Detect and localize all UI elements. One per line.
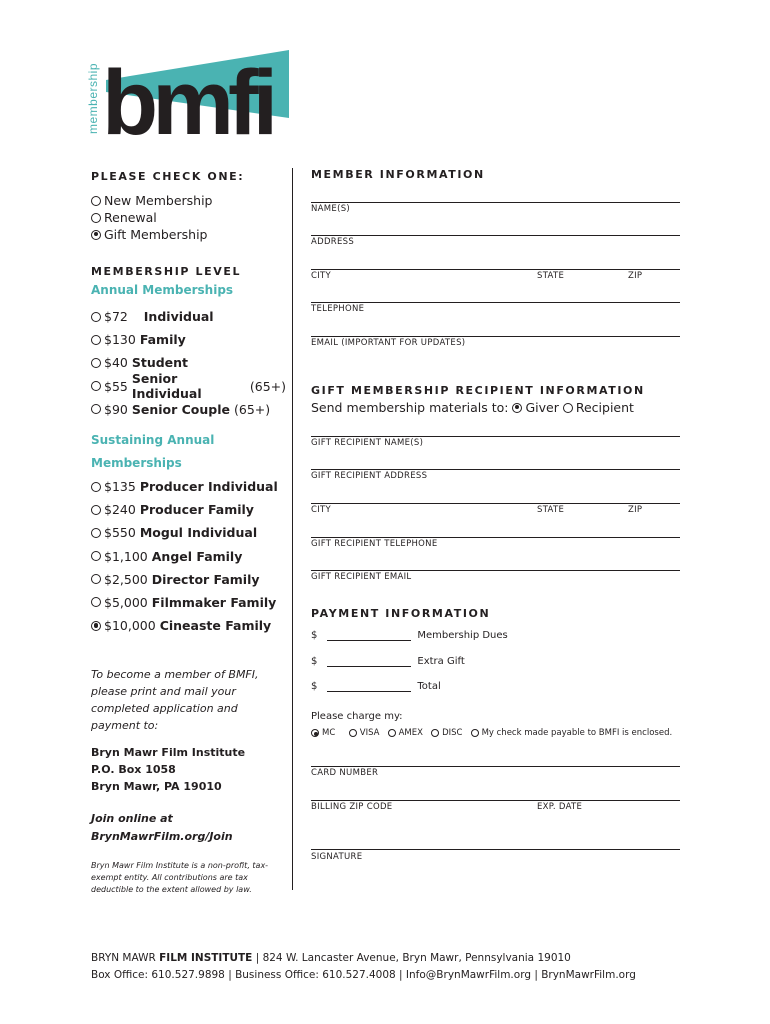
names-field[interactable]	[311, 170, 680, 214]
field-label: GIFT RECIPIENT EMAIL	[311, 572, 412, 582]
radio-level[interactable]	[91, 482, 101, 492]
currency-symbol: $	[311, 681, 318, 692]
level-price: $5,000	[104, 594, 148, 610]
mail-instructions-line: To become a member of BMFI,	[91, 668, 259, 682]
footer-address-line	[91, 950, 636, 967]
field-label: STATE	[537, 271, 565, 281]
mail-instructions-line: please print and mail your	[91, 685, 236, 699]
nonprofit-line: exempt entity. All contributions are tax	[91, 873, 248, 883]
field-label: EXP. DATE	[537, 802, 583, 812]
radio-level[interactable]	[91, 312, 101, 322]
gift-names-field[interactable]	[311, 404, 680, 448]
send-materials-label: Send membership materials to:	[311, 400, 509, 415]
field-label: ZIP	[628, 505, 643, 515]
level-name: Mogul Individual	[139, 525, 258, 541]
level-price: $135	[104, 479, 136, 495]
footer-org-prefix: BRYN MAWR	[91, 952, 160, 964]
mail-instructions-line: completed application and	[91, 702, 238, 716]
field-label: CITY	[311, 505, 332, 515]
field-label: BILLING ZIP CODE	[311, 802, 393, 812]
level-senior-couple[interactable]	[91, 398, 286, 421]
membership-dues-row	[311, 630, 508, 641]
level-price: $2,500	[104, 571, 148, 587]
address-line: Bryn Mawr, PA 19010	[91, 780, 222, 794]
radio-new-membership[interactable]	[91, 196, 101, 206]
field-label: GIFT RECIPIENT TELEPHONE	[311, 539, 438, 549]
level-name: Individual	[143, 309, 214, 325]
join-line: Join online at	[91, 812, 173, 826]
charge-label: Please charge my:	[311, 711, 403, 722]
send-option-label: Recipient	[575, 400, 634, 415]
field-label: CARD NUMBER	[311, 768, 379, 778]
level-producer-family[interactable]	[91, 498, 286, 521]
field-label: CITY	[311, 271, 332, 281]
radio-level[interactable]	[91, 381, 101, 391]
field-label: ZIP	[628, 271, 643, 281]
left-column	[91, 168, 286, 896]
card-option-label: DISC	[442, 728, 463, 738]
column-divider	[292, 168, 293, 890]
level-name: Cineaste Family	[159, 618, 272, 634]
membership-dues-input[interactable]	[327, 631, 411, 641]
gift-email-field[interactable]	[311, 538, 680, 582]
payment-label: Membership Dues	[417, 630, 508, 641]
level-suffix: (65+)	[233, 401, 271, 417]
level-price: $550	[104, 525, 136, 541]
level-price: $240	[104, 502, 136, 518]
extra-gift-row	[311, 656, 465, 667]
option-label: New Membership	[104, 193, 213, 208]
email-field[interactable]	[311, 304, 680, 348]
field-label: EMAIL (IMPORTANT FOR UPDATES)	[311, 338, 466, 348]
check-one-options	[91, 192, 286, 243]
radio-level[interactable]	[91, 358, 101, 368]
field-label: NAME(S)	[311, 204, 351, 214]
nonprofit-note	[91, 860, 286, 896]
level-suffix: (65+)	[249, 378, 286, 394]
address-field[interactable]	[311, 203, 680, 247]
level-name: Student	[131, 355, 189, 371]
field-label: GIFT RECIPIENT ADDRESS	[311, 471, 428, 481]
level-price: $55	[104, 378, 128, 394]
level-angel-family[interactable]	[91, 545, 286, 568]
field-label: SIGNATURE	[311, 852, 363, 862]
mailing-address	[91, 744, 286, 795]
radio-level[interactable]	[91, 597, 101, 607]
sustaining-levels-list	[91, 475, 286, 637]
radio-level[interactable]	[91, 574, 101, 584]
billing-zip-exp-field[interactable]	[311, 768, 680, 812]
card-option-label: My check made payable to BMFI is enclosed.	[481, 728, 673, 738]
card-option-label: MC	[322, 728, 336, 738]
nonprofit-line: deductible to the extent allowed by law.	[91, 885, 252, 895]
radio-gift-membership[interactable]	[91, 230, 101, 240]
footer-contact-line: Box Office: 610.527.9898 | Business Office: 610.527.4008 | Info@BrynMawrFilm.org | BrynMawrFilm.org	[91, 969, 636, 981]
level-name: Family	[139, 332, 186, 348]
level-senior-individual[interactable]	[91, 371, 286, 402]
level-family[interactable]	[91, 328, 286, 351]
footer-org-bold: FILM INSTITUTE	[159, 952, 253, 964]
bmfi-membership-logo	[84, 48, 294, 140]
mail-instructions	[91, 666, 286, 734]
field-label: STATE	[537, 505, 565, 515]
radio-level[interactable]	[91, 404, 101, 414]
payment-label: Extra Gift	[417, 656, 465, 667]
logo-vertical-text: membership	[86, 62, 100, 134]
membership-level-header: MEMBERSHIP LEVEL	[91, 265, 242, 278]
gift-address-field[interactable]	[311, 437, 680, 481]
card-number-field[interactable]	[311, 734, 680, 778]
member-info-header: MEMBER INFORMATION	[311, 168, 485, 181]
level-name: Filmmaker Family	[151, 594, 277, 610]
footer	[91, 950, 636, 984]
join-online	[91, 810, 286, 846]
level-price: $40	[104, 355, 128, 371]
level-filmmaker-family[interactable]	[91, 591, 286, 614]
level-price: $130	[104, 332, 136, 348]
level-price: $72	[104, 309, 128, 325]
payment-header: PAYMENT INFORMATION	[311, 607, 491, 620]
option-new-membership[interactable]	[91, 192, 286, 209]
radio-level[interactable]	[91, 551, 101, 561]
footer-address: | 824 W. Lancaster Avenue, Bryn Mawr, Pennsylvania 19010	[252, 952, 571, 964]
city-state-zip-field[interactable]	[311, 237, 680, 281]
radio-level[interactable]	[91, 505, 101, 515]
radio-renewal[interactable]	[91, 213, 101, 223]
level-price: $10,000	[104, 618, 156, 634]
gift-city-state-zip-field[interactable]	[311, 471, 680, 515]
payment-label: Total	[417, 681, 441, 692]
level-name: Senior Couple	[131, 401, 230, 417]
level-director-family[interactable]	[91, 568, 286, 591]
telephone-field[interactable]	[311, 270, 680, 314]
signature-field[interactable]	[311, 817, 680, 862]
level-name: Producer Family	[139, 502, 254, 518]
check-one-header: PLEASE CHECK ONE:	[91, 170, 245, 183]
card-option-label: VISA	[359, 728, 380, 738]
sustaining-header-line: Memberships	[91, 455, 182, 470]
radio-level[interactable]	[91, 621, 101, 631]
level-mogul-individual[interactable]	[91, 521, 286, 544]
annual-memberships-header: Annual Memberships	[91, 283, 234, 297]
level-price: $1,100	[104, 548, 148, 564]
level-cineaste-family[interactable]	[91, 614, 286, 637]
radio-level[interactable]	[91, 528, 101, 538]
level-name: Senior Individual	[131, 371, 202, 402]
extra-gift-input[interactable]	[327, 657, 411, 667]
radio-level[interactable]	[91, 335, 101, 345]
card-option-label: AMEX	[398, 728, 423, 738]
level-producer-individual[interactable]	[91, 475, 286, 498]
level-name: Producer Individual	[139, 479, 278, 495]
option-label: Renewal	[104, 210, 157, 225]
address-line: P.O. Box 1058	[91, 763, 176, 777]
address-line: Bryn Mawr Film Institute	[91, 746, 246, 760]
annual-levels-list	[91, 305, 286, 421]
sustaining-header	[91, 429, 286, 475]
currency-symbol: $	[311, 630, 318, 641]
field-label: GIFT RECIPIENT NAME(S)	[311, 438, 424, 448]
send-option-label: Giver	[525, 400, 559, 415]
option-renewal[interactable]	[91, 209, 286, 226]
currency-symbol: $	[311, 656, 318, 667]
field-label: TELEPHONE	[311, 304, 365, 314]
mail-instructions-line: payment to:	[91, 719, 159, 733]
level-individual[interactable]	[91, 305, 286, 328]
nonprofit-line: Bryn Mawr Film Institute is a non-profit, tax-	[91, 861, 269, 871]
level-name: Director Family	[151, 571, 260, 587]
option-gift-membership[interactable]	[91, 226, 286, 243]
field-label: ADDRESS	[311, 237, 355, 247]
total-input[interactable]	[327, 682, 411, 692]
logo-wordmark: bmfi	[102, 52, 273, 140]
join-link[interactable]: BrynMawrFilm.org/Join	[91, 830, 233, 844]
level-price: $90	[104, 401, 128, 417]
gift-info-header: GIFT MEMBERSHIP RECIPIENT INFORMATION	[311, 384, 645, 397]
level-name: Angel Family	[151, 548, 243, 564]
option-label: Gift Membership	[104, 227, 208, 242]
sustaining-header-line: Sustaining Annual	[91, 432, 215, 447]
total-row	[311, 681, 441, 692]
gift-telephone-field[interactable]	[311, 505, 680, 549]
